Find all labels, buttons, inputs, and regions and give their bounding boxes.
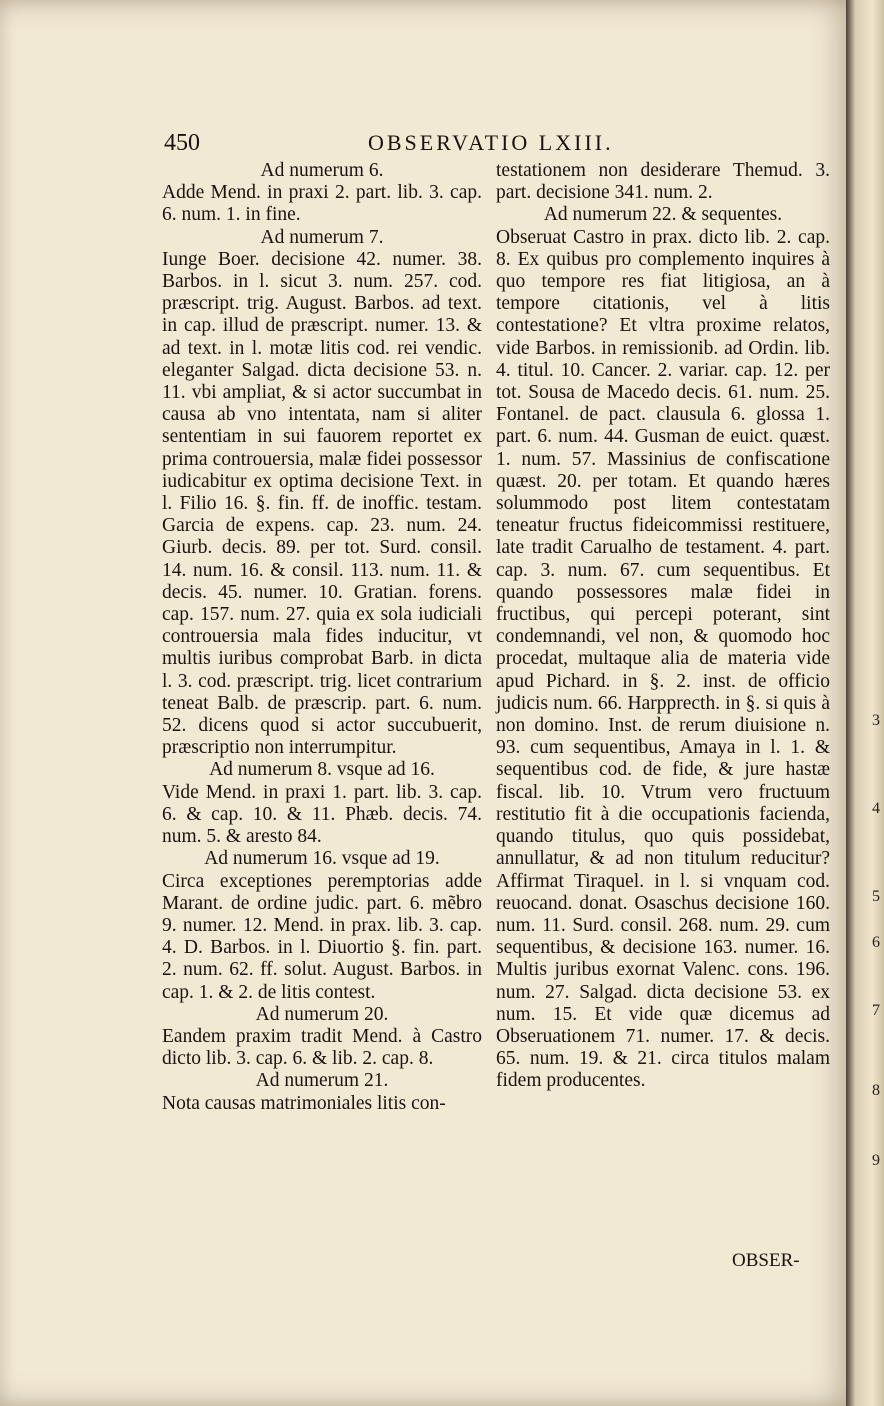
page-number: 450 [164,130,200,156]
left-column [162,160,482,1115]
paragraph: testationem non desiderare Themud. 3. part. decisione 341. num. 2. [496,160,830,204]
edge-mark: 3 [872,712,880,729]
section-heading: Ad numerum 20. [255,1003,389,1025]
page-header [0,124,858,158]
section-heading: Ad numerum 21. [255,1070,389,1092]
section-heading: Ad numerum 8. vsque ad 16. [209,759,435,781]
catchword: OBSER- [732,1250,800,1271]
paragraph: Iunge Boer. decisione 42. numer. 38. Barbos. in l. sicut 3. num. 257. cod. præscript. trig. August. Barbos. ad text. in cap. illud de præscript. numer. 13. & ad text. in l. motæ litis cod. rei vendic. eleganter Salgad. dicta decisione 53. n. 11. vbi ampliat, & si actor succumbat in causa ab vno intentata, nam si aliter sententiam in sui fauorem reportet ex prima controuersia, malæ fidei possessor iudicabitur ex optima decisione Text. in l. Filio 16. §. fin. ff. de inoffic. testam. Garcia de expens. cap. 23. num. 24. Giurb. decis. 89. per tot. Surd. consil. 14. num. 16. & consil. 113. num. 11. & decis. 45. numer. 10. Gratian. forens. cap. 157. num. 27. quia ex sola iudiciali controuersia mala fides inducitur, vt multis iuribus comprobat Barb. in dicta l. 3. cod. præscript. trig. licet contrarium teneat Balb. de præscrip. part. 6. num. 52. dicens quod si actor succubuerit, præscriptio non interrumpitur. [162,248,482,759]
paragraph: Vide Mend. in praxi 1. part. lib. 3. cap. 6. & cap. 10. & 11. Phæb. decis. 74. num. 5. & aresto 84. [162,781,482,848]
paragraph: Obseruat Castro in prax. dicto lib. 2. cap. 8. Ex quibus pro complemento inquires à quo tempore res fiat litigiosa, an à tempore citationis, vel à litis contestatione? Et vltra proxime relatos, vide Barbos. in remissionib. ad Ordin. lib. 4. titul. 10. Cancer. 2. variar. cap. 12. per tot. Sousa de Macedo decis. 61. num. 25. Fontanel. de pact. clausula 6. glossa 1. part. 6. num. 44. Gusman de euict. quæst. 1. num. 57. Massinius de confiscatione quæst. 20. per totam. Et quando hæres solummodo post litem contestatam teneatur fructus fideicommissi restituere, late tradit Carualho de testament. 4. part. cap. 3. num. 67. cum sequentibus. Et quando possessores malæ fidei in fructibus, qui percepi poterant, sint condemnandi, vel non, & quomodo hoc procedat, multaque alia de materia vide apud Pichard. in §. 2. inst. de officio judicis num. 66. Harpprecth. in §. si quis à non domino. Inst. de rerum diuisione n. 93. cum sequentibus, Amaya in l. 1. & sequentibus cod. de fide, & jure hastæ fiscal. lib. 10. Vtrum vero fructuum restitutio fit à die occupationis facienda, quando titulus, quo quis possidebat, annullatur, & ad non titulum reducitur? Affirmat Tiraquel. in l. si vnquam cod. reuocand. donat. Osaschus decisione 160. num. 11. Surd. consil. 268. num. 29. cum sequentibus, & decisione 163. numer. 16. Multis juribus exornat Valenc. cons. 196. num. 27. Salgad. dicta decisione 53. ex num. 15. Et vide quæ dicemus ad Obseruationem 71. numer. 17. & decis. 65. num. 19. & 21. circa titulos malam fidem producentes. [496,226,830,1092]
section-heading: Ad numerum 6. [260,160,384,181]
edge-mark: 8 [872,1082,880,1099]
edge-mark: 4 [872,800,880,817]
next-page-edge [846,0,884,1406]
section-heading: Ad numerum 22. & sequentes. [543,204,783,226]
edge-mark: 6 [872,934,880,951]
edge-mark: 9 [872,1152,880,1169]
section-heading: Ad numerum 16. vsque ad 19. [204,848,440,870]
edge-mark: 7 [872,1002,880,1019]
paragraph: Nota causas matrimoniales litis con- [162,1092,446,1114]
right-column [496,160,830,1093]
edge-mark: 5 [872,888,880,905]
paragraph: Eandem praxim tradit Mend. à Castro dicto lib. 3. cap. 6. & lib. 2. cap. 8. [162,1025,482,1070]
paragraph: Adde Mend. in praxi 2. part. lib. 3. cap. 6. num. 1. in fine. [162,182,482,226]
section-heading: Ad numerum 7. [260,226,384,248]
paragraph: Circa exceptiones peremptorias adde Marant. de ordine judic. part. 6. mẽbro 9. numer. 12. Mend. in prax. lib. 3. cap. 4. D. Barbos. in l. Diuortio §. fin. part. 2. num. 62. ff. solut. August. Barbos. in cap. 1. & 2. de litis contest. [162,870,482,1003]
running-title: OBSERVATIO LXIII. [368,130,614,155]
